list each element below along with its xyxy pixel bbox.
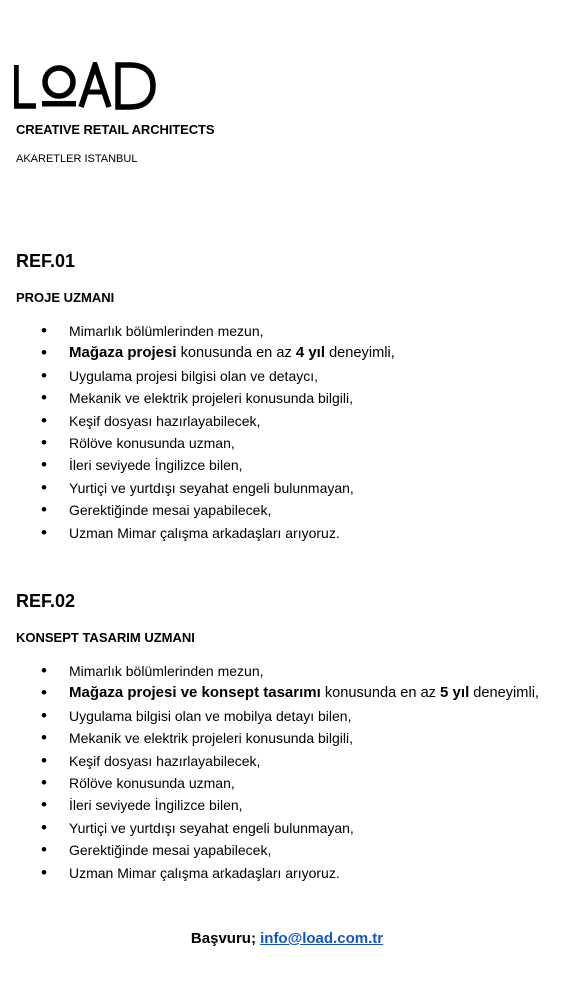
- list-item: • Mekanik ve elektrik projeleri konusunda bilgili,: [0, 727, 574, 749]
- list-item: • Uygulama projesi bilgisi olan ve detaycı,: [0, 365, 574, 387]
- list-item: • Uzman Mimar çalışma arkadaşları arıyoruz.: [0, 862, 574, 884]
- list-item: • İleri seviyede İngilizce bilen,: [0, 454, 574, 476]
- list-item: • Mekanik ve elektrik projeleri konusunda bilgili,: [0, 387, 574, 409]
- ref1-role: PROJE UZMANI: [16, 290, 115, 305]
- list-item: • İleri seviyede İngilizce bilen,: [0, 794, 574, 816]
- list-item: • Yurtiçi ve yurtdışı seyahat engeli bulunmayan,: [0, 477, 574, 499]
- list-item: • Gerektiğinde mesai yapabilecek,: [0, 839, 574, 861]
- list-item: • Uygulama bilgisi olan ve mobilya detayı bilen,: [0, 705, 574, 727]
- list-item: • Gerektiğinde mesai yapabilecek,: [0, 499, 574, 521]
- list-item: • Mimarlık bölümlerinden mezun,: [0, 660, 574, 682]
- application-footer: [0, 930, 574, 947]
- ref2-requirements-list: [0, 660, 574, 884]
- list-item: • Uzman Mimar çalışma arkadaşları arıyoruz.: [0, 522, 574, 544]
- list-item: • Keşif dosyası hazırlayabilecek,: [0, 410, 574, 432]
- load-logo: [14, 62, 156, 110]
- ref1-code: REF.01: [16, 251, 76, 271]
- company-tagline: CREATIVE RETAIL ARCHITECTS: [16, 122, 215, 137]
- list-item: • Rölöve konusunda uzman,: [0, 432, 574, 454]
- list-item: • Mimarlık bölümlerinden mezun,: [0, 320, 574, 342]
- list-item: • Mağaza projesi konusunda en az 4 yıl deneyimli,: [0, 342, 574, 364]
- email-link[interactable]: info@load.com.tr: [260, 930, 384, 947]
- ref1-requirements-list: [0, 320, 574, 544]
- application-label: Başvuru;: [190, 930, 261, 947]
- company-location: AKARETLER ISTANBUL: [16, 153, 138, 165]
- list-item: • Mağaza projesi ve konsept tasarımı konusunda en az 5 yıl deneyimli,: [0, 682, 574, 704]
- ref2-role: KONSEPT TASARIM UZMANI: [16, 630, 195, 645]
- list-item: • Yurtiçi ve yurtdışı seyahat engeli bulunmayan,: [0, 817, 574, 839]
- list-item: • Keşif dosyası hazırlayabilecek,: [0, 750, 574, 772]
- list-item: • Rölöve konusunda uzman,: [0, 772, 574, 794]
- ref2-code: REF.02: [16, 591, 76, 611]
